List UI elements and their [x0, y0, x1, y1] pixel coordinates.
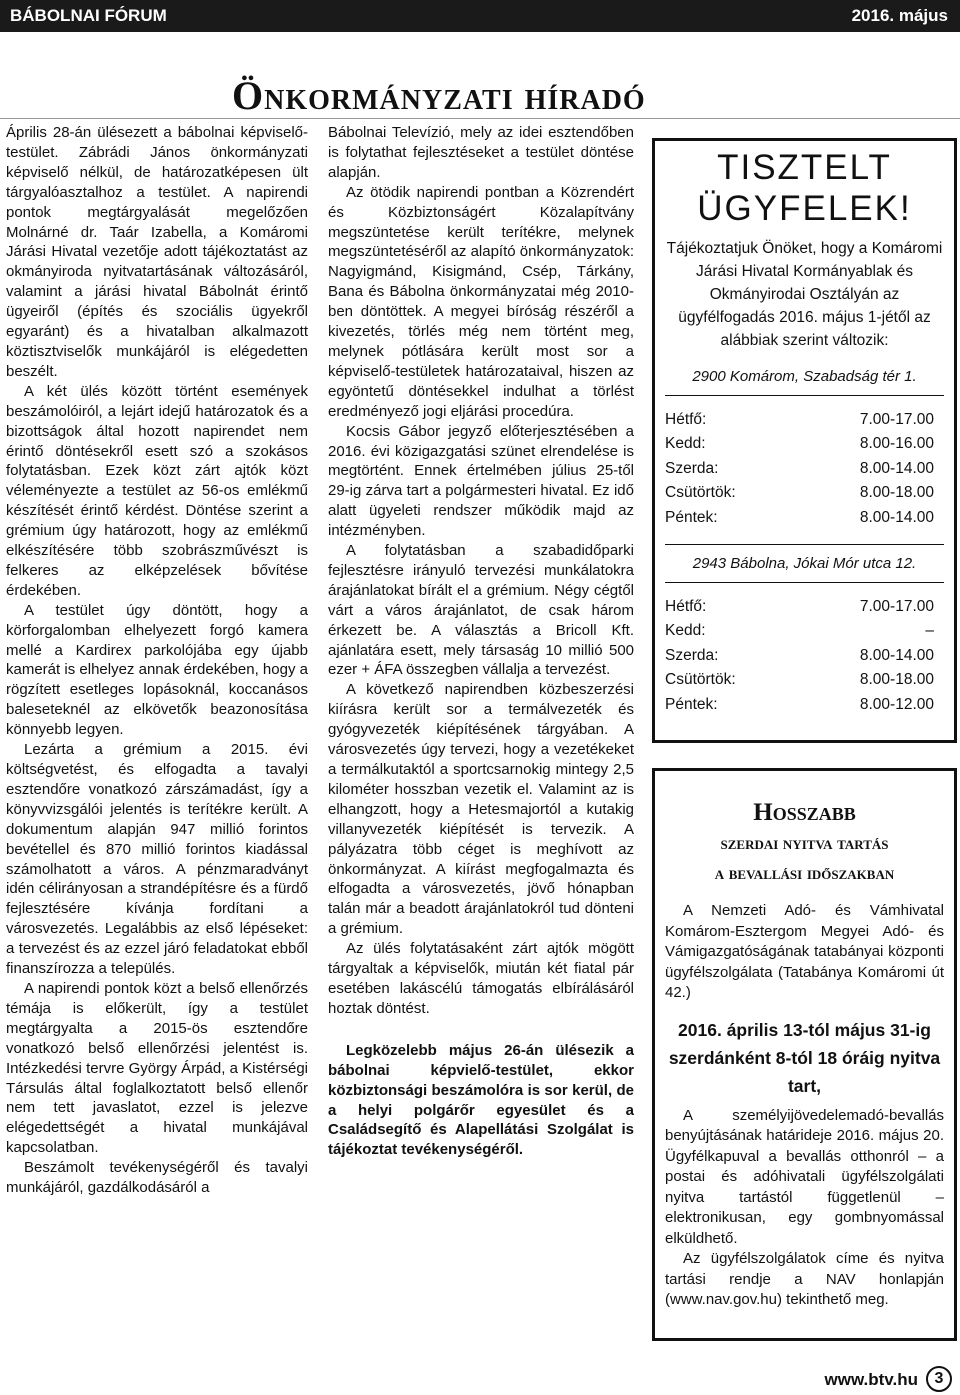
paragraph: Kocsis Gábor jegyző előterjesztésében a 2016. évi közigazgatási szünet elrendelése is megtörtént. Ennek értelmében július 25-től 29-ig zárva tart a polgármesteri hivatal. Ez idő alatt ügyeleti rendszer működik majd az intézményben. [328, 422, 634, 540]
day-label: Szerda: [665, 646, 719, 664]
time-value: – [925, 622, 934, 640]
office-address-komarom: 2900 Komárom, Szabadság tér 1. [665, 368, 944, 396]
tax-notice-intro: A Nemzeti Adó- és Vámhivatal Komárom-Esztergom Megyei Adó- és Vámigazgatóságának tatabányai központi ügyfélszolgálata (Tatabánya Komáromi út 42.) [665, 902, 944, 1001]
article-column-2 [328, 123, 634, 1160]
page-header-bar [0, 0, 960, 32]
notice-heading: TISZTELT ÜGYFELEK! [697, 148, 912, 228]
website-url: www.btv.hu [824, 1370, 918, 1389]
office-address-babolna: 2943 Bábolna, Jókai Mór utca 12. [665, 544, 944, 583]
paragraph: A következő napirendben közbeszerzési kiírásra került sor a termálvezeték és gyógyvezeték kiépítésének tárgyában. A városvezetés úgy tervezi, hogy a vezetékeket a termálkutaktól a sportcsarnokig mintegy 2,5 kilométer hosszban vezetik el. Valamint az is elhangzott, hogy a Hetesmajortól a kutakig villanyvezeték kiépítését is tervezik. A pályázatra több céget is meghívott az önkormányzat. A kiírást megfogalmazta és elfogadta a városvezetés, jövő hónapban talán már a beadott árajánlatokról tud dönteni a grémium. [328, 681, 634, 938]
day-label: Szerda: [665, 459, 719, 477]
paragraph: A napirendi pontok közt a belső ellenőrzés témája is előkerült, így a testület megtárgyalta a 2015-ös esztendőre vonatkozó belső ellenőrzési jelentést is. Intézkedési tervre György Árpád, a Kistérségi Társulás által foglalkoztatott belső ellenőr nem tett javaslatot, ezzel is jelezve elégedettségét a hivatal munkájával kapcsolatban. [6, 979, 308, 1157]
day-label: Kedd: [665, 622, 706, 640]
paragraph: Az ülés folytatásaként zárt ajtók mögött tárgyaltak a képviselők, miután két fiatal pár esetében lakáscélú támogatás elbírálásáról hoztak döntést. [328, 940, 634, 1017]
paragraph: Bábolnai Televízió, mely az idei esztendőben is folytathat fejlesztéseket a testület döntése alapján. [328, 124, 634, 181]
hours-row [665, 408, 944, 432]
day-label: Péntek: [665, 695, 718, 713]
notice-intro: Tájékoztatjuk Önöket, hogy a Komáromi Járási Hivatal Kormányablak és Okmányirodai Osztályán az ügyfélfogadás 2016. május 1-jétől az alábbiak szerint változik: [666, 240, 943, 349]
paragraph: A folytatásban a szabadidőparki fejlesztésre irányuló tervezési munkálatokra árajánlatokat bírált el a grémium. Négy cégtől várt a város árajánlatot, de csak három érkezett be. A választás a Bricoll Kft. ajánlatára esett, mely társaság 10 millió 500 ezer + ÁFA összegben vállalja a tervezést. [328, 542, 634, 679]
day-label: Csütörtök: [665, 484, 736, 502]
hours-table-komarom [665, 408, 944, 530]
section-title [232, 72, 646, 119]
time-value: 8.00-18.00 [859, 671, 934, 689]
hours-row [665, 595, 944, 619]
title-divider [0, 118, 960, 119]
paragraph: Az ügyfélszolgálatok címe és nyitva tartási rendje a NAV honlapján (www.nav.gov.hu) tekinthető meg. [665, 1250, 944, 1308]
publication-name: BÁBOLNAI FÓRUM [10, 6, 167, 25]
day-label: Hétfő: [665, 598, 707, 616]
time-value: 7.00-17.00 [859, 411, 934, 428]
paragraph: Az ötödik napirendi pontban a Közrendért és Közbiztonságért Közalapítvány megszüntetése került terítékre, melynek megszüntetéséről az alapító önkormányzatok: Nagyigmánd, Kisigmánd, Csép, Tárkány, Bana és Bábolna önkormányzatai még 2010-ben döntöttek. A megyei bíróság részéről a kivezetés, törlés még nem történt meg, melynek pótlására került most sor a képviselő-testületek határozataival, hiszen az egyöntetű döntésekkel indulhat a törlést eredményező jogi eljárási procedúra. [328, 183, 634, 420]
section-title-text: Önkormányzati híradó [232, 73, 646, 118]
tax-notice-title: Hosszabb [753, 799, 856, 826]
tax-office-notice [652, 768, 957, 1341]
paragraph: Lezárta a grémium a 2015. évi költségvetést, és elfogadta a tavalyi esztendőre vonatkozó zárszámadást, így a könyvvizsgálói jelentés is terítékre került. A dokumentum alapján 947 millió forintos bevétellel és 870 millió forintos kiadással számolhatott a város. A pénzmaradványt idén célirányosan a strandépítésre és a fürdő fejlesztésére kívánja fordítani a városvezetés. Legalábbis az első lépéseket: a tervezést és az ezzel járó feladatokat ebből finanszírozza a település. [6, 741, 308, 978]
hours-row [665, 481, 944, 505]
office-hours-notice [652, 138, 957, 743]
time-value: 8.00-14.00 [859, 459, 934, 477]
paragraph: A személyijövedelemadó-bevallás benyújtásának határideje 2016. május 20. Ügyfélkapuval a bevallás otthonról – a postai és adóhivatali ügyfélszolgálati nyitva tartástól függetlenül – elektronikusan, egy gombnyomással elküldhető. [665, 1106, 944, 1247]
time-value: 8.00-16.00 [859, 435, 934, 453]
hours-row [665, 644, 944, 668]
paragraph: A két ülés között történt események beszámolóiról, a lejárt idejű határozatok és a bizottságok által hozott napirendet nem érintő döntésekről esett szó a szokásos folytatásban. Ezek közt zárt ajtók közt véleményezte a testület az 56-os emlékmű készítését érintő kérdést. Döntése szerint a grémium úgy határozott, hogy az emlékmű elkészítésére több szobrászművészt is felkeres az elképzelések bővítése érdekében. [6, 382, 308, 599]
paragraph: A testület úgy döntött, hogy a körforgalomban elhelyezett forgó kamera mellé a Kardirex parkolójába egy újabb kamerát is elhelyez annak érdekében, hogy a rögzített esetleges lopásoknál, koccanásos baleseteknél az elkövetők beazonosítása könnyebb legyen. [6, 601, 308, 739]
paragraph: Beszámolt tevékenységéről és tavalyi munkájáról, gazdálkodásáról a [6, 1159, 308, 1197]
issue-date: 2016. május [851, 6, 948, 25]
day-label: Csütörtök: [665, 671, 736, 689]
time-value: 8.00-14.00 [859, 508, 934, 526]
day-label: Péntek: [665, 508, 718, 526]
tax-notice-dates: 2016. április 13-tól május 31-ig szerdánként 8-tól 18 óráig nyitva tart, [668, 1019, 941, 1096]
page-number: 3 [926, 1366, 952, 1392]
hours-table-babolna [665, 595, 944, 717]
hours-row [665, 506, 944, 530]
day-label: Kedd: [665, 435, 706, 453]
closing-announcement: Legközelebb május 26-án ülésezik a bábolnai képvielő-testület, ekkor közbiztonsági beszámolóra is sor kerül, de a helyi polgárőr egyesület és a Családsegítő és Alapellátási Szolgálat is tájékoztat tevékenységéről. [328, 1041, 634, 1159]
article-column-1 [6, 123, 308, 1198]
tax-notice-subtitle-2: a bevallási időszakban [714, 864, 895, 884]
hours-row [665, 693, 944, 717]
time-value: 8.00-12.00 [859, 695, 934, 713]
day-label: Hétfő: [665, 411, 707, 428]
hours-row [665, 432, 944, 456]
hours-row [665, 619, 944, 643]
paragraph: Április 28-án ülésezett a bábolnai képviselő-testület. Zábrádi János önkormányzati képviselő nélkül, de határozatképesen ült tárgyalóasztalhoz a testület. A napirendi pontok megtárgyalását megelőzően Molnárné dr. Taár Izabella, a Komáromi Járási Hivatal vezetője adott tájékoztatást az okmányiroda nyitvatartásának változásáról, valamint a járási hivatal Bábolnát érintő ügyeiről (építés és szociális ügyekről egyaránt) és a hivatalban alkalmazott köztisztviselők munkájáról is elégedetten beszélt. [6, 124, 308, 380]
hours-row [665, 457, 944, 481]
time-value: 8.00-18.00 [859, 484, 934, 502]
tax-notice-subtitle: szerdai nyitva tartás [720, 834, 889, 854]
time-value: 7.00-17.00 [859, 598, 934, 616]
time-value: 8.00-14.00 [859, 646, 934, 664]
hours-row [665, 668, 944, 692]
